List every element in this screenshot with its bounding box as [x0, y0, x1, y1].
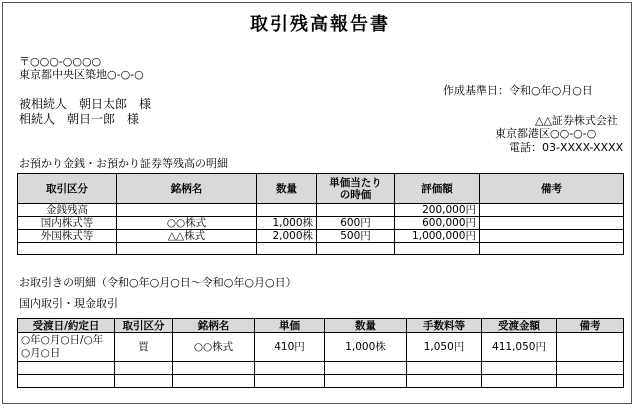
transactions-cell: 411,050円: [482, 333, 557, 362]
transactions-cell: [173, 362, 255, 375]
balance-header-cell: 取引区分: [18, 174, 117, 204]
transactions-subheading: 国内取引・現金取引: [19, 297, 118, 310]
transactions-row: [18, 362, 624, 375]
transactions-cell: ○○株式: [173, 333, 255, 362]
balance-heading: お預かり金銭・お預かり証券等残高の明細: [19, 157, 228, 170]
transactions-header-cell: 数量: [325, 319, 407, 333]
transactions-header-cell: 単価: [255, 319, 325, 333]
balance-cell: 外国株式等: [18, 230, 117, 243]
transactions-cell: 買: [115, 333, 173, 362]
balance-cell: 1,000株: [257, 217, 317, 230]
balance-cell: [395, 243, 480, 255]
transactions-cell: 1,050円: [407, 333, 482, 362]
transactions-cell: [325, 375, 407, 388]
balance-cell: 2,000株: [257, 230, 317, 243]
transactions-cell: [173, 375, 255, 388]
balance-cell: [117, 204, 257, 217]
balance-cell: [317, 243, 395, 255]
transactions-cell: 410円: [255, 333, 325, 362]
recipient-heir: 相続人 朝日一郎 様: [19, 112, 140, 126]
transactions-cell: [325, 362, 407, 375]
base-date: 作成基準日：令和○年○月○日: [443, 84, 593, 97]
balance-row: [18, 243, 624, 255]
transactions-cell: [482, 375, 557, 388]
transactions-cell: [115, 375, 173, 388]
transactions-header-cell: 備考: [557, 319, 624, 333]
transactions-cell: [407, 362, 482, 375]
transactions-cell: [482, 362, 557, 375]
issuer-address: 東京都港区○○-○-○: [495, 127, 597, 140]
balance-cell: [18, 243, 117, 255]
balance-cell: 500円: [317, 230, 395, 243]
transactions-header-cell: 取引区分: [115, 319, 173, 333]
balance-header-cell: 数量: [257, 174, 317, 204]
balance-cell: [480, 243, 624, 255]
transactions-header-cell: 受渡金額: [482, 319, 557, 333]
balance-header-cell: 単価当たりの時価: [317, 174, 395, 204]
recipient-deceased: 被相続人 朝日太郎 様: [19, 97, 152, 111]
balance-cell: [317, 204, 395, 217]
balance-cell: 金銭残高: [18, 204, 117, 217]
balance-cell: [480, 204, 624, 217]
balance-cell: [480, 230, 624, 243]
transactions-cell: [255, 362, 325, 375]
balance-row: [18, 217, 624, 230]
transactions-header-cell: 手数料等: [407, 319, 482, 333]
balance-header-cell: 評価額: [395, 174, 480, 204]
transactions-cell: [557, 333, 624, 362]
transactions-cell: [18, 375, 115, 388]
balance-cell: △△株式: [117, 230, 257, 243]
document-title: 取引残高報告書: [250, 14, 390, 35]
transactions-cell: [407, 375, 482, 388]
balance-cell: [257, 243, 317, 255]
transactions-cell: [255, 375, 325, 388]
issuer-phone: 電話：03-XXXX-XXXX: [509, 141, 624, 154]
transactions-cell: [18, 362, 115, 375]
balance-cell: 600円: [317, 217, 395, 230]
balance-cell: 600,000円: [395, 217, 480, 230]
balance-cell: 1,000,000円: [395, 230, 480, 243]
transactions-heading: お取引きの明細（令和○年○月○日～令和○年○月○日）: [19, 276, 297, 289]
transactions-header-cell: 銘柄名: [173, 319, 255, 333]
transactions-cell: ○年○月○日/○年○月○日: [18, 333, 115, 362]
transactions-row: [18, 375, 624, 388]
transactions-cell: [115, 362, 173, 375]
balance-cell: 200,000円: [395, 204, 480, 217]
balance-row: [18, 230, 624, 243]
balance-cell: ○○株式: [117, 217, 257, 230]
balance-cell: 国内株式等: [18, 217, 117, 230]
balance-header-row: [18, 174, 624, 204]
transactions-cell: 1,000株: [325, 333, 407, 362]
balance-cell: [480, 217, 624, 230]
balance-header-cell: 備考: [480, 174, 624, 204]
balance-row: [18, 204, 624, 217]
balance-cell: [257, 204, 317, 217]
balance-table: [17, 173, 624, 255]
transactions-header-cell: 受渡日/約定日: [18, 319, 115, 333]
transactions-cell: [557, 375, 624, 388]
balance-header-cell: 銘柄名: [117, 174, 257, 204]
transactions-table: [17, 318, 624, 388]
transactions-cell: [557, 362, 624, 375]
balance-cell: [117, 243, 257, 255]
postal-code: 〒○○○-○○○○: [19, 55, 102, 68]
transactions-header-row: [18, 319, 624, 333]
transactions-row: [18, 333, 624, 362]
issuer-name: △△証券株式会社: [535, 114, 618, 127]
address-line: 東京都中央区築地○-○-○: [19, 68, 144, 81]
